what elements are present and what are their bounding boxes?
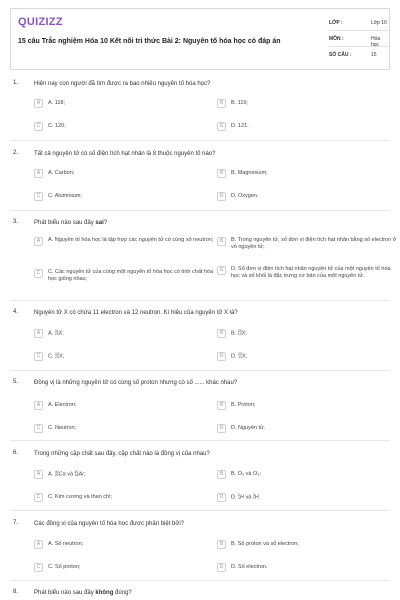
question-divider xyxy=(10,580,390,581)
mass-number: 11 xyxy=(55,329,59,333)
option-letter-box: A xyxy=(34,401,43,410)
option-letter-box: A xyxy=(34,169,43,178)
question-divider xyxy=(10,210,390,211)
option-prefix: D. xyxy=(231,353,239,360)
option-letter-box: B xyxy=(217,329,226,338)
option-text: C. 120; xyxy=(48,123,66,129)
element-symbol: Ca xyxy=(58,471,66,478)
option-letter-box: C xyxy=(34,424,43,433)
option-letter-box: D xyxy=(217,563,226,572)
question-number: 8. xyxy=(13,589,19,595)
atomic-number: 20 xyxy=(54,473,59,477)
question-text xyxy=(34,219,384,227)
question-divider xyxy=(10,370,390,371)
option-letter-box: A xyxy=(34,540,43,549)
mass-number: 12 xyxy=(55,352,59,356)
question-text: Hiện nay con người đã tìm được ra bao nhiêu nguyên tố hóa học? xyxy=(34,81,211,87)
question-text: Các đồng vị của nguyên tố hóa học được phân biệt bởi? xyxy=(34,521,184,527)
option-text: D. Số electron. xyxy=(231,564,268,570)
option-letter-box: B xyxy=(217,470,226,479)
option-letter-box: C xyxy=(34,493,43,502)
option-letter-box: C xyxy=(34,192,43,201)
option-text: A. Nguyên tố hóa học là tập hợp các nguyên tử có cùng số neutron; xyxy=(48,237,214,243)
option-letter-box: D xyxy=(217,192,226,201)
option-text: B. Proton; xyxy=(231,402,256,408)
option-text xyxy=(48,471,214,478)
option-letter-box: B xyxy=(217,540,226,549)
atomic-number: 23 xyxy=(54,332,59,336)
option-letter-box: D xyxy=(217,493,226,502)
element-symbol: H xyxy=(239,494,244,501)
question-text: Tất cả nguyên tử có số điện tích hạt nhân là 8 thuộc nguyên tố nào? xyxy=(34,151,216,157)
question-text-pre: Phát biểu nào sau đây xyxy=(34,590,96,596)
mass-number: 23 xyxy=(238,352,242,356)
element-symbol: X; xyxy=(58,330,64,337)
atomic-number: 11 xyxy=(238,355,242,359)
option-text: B. Trong nguyên tử, số đơn vị điện tích hạt nhân bằng số electron ở vỏ nguyên tử; xyxy=(231,237,397,250)
option-prefix: A. xyxy=(48,471,55,478)
atomic-number: 1 xyxy=(252,496,255,500)
question-number: 5. xyxy=(13,379,19,385)
atomic-number: 23 xyxy=(55,355,59,359)
option-text: A. 118; xyxy=(48,100,66,106)
mass-number: 2 xyxy=(238,493,240,497)
meta-row-count xyxy=(329,47,389,62)
atomic-number: 1 xyxy=(238,496,240,500)
mass-number: 40 xyxy=(74,470,79,474)
option-letter-box: C xyxy=(34,563,43,572)
meta-key: LỚP : xyxy=(329,20,343,26)
question-text-post: đúng? xyxy=(113,590,132,596)
meta-key: MÔN : xyxy=(329,36,344,42)
option-letter-box: A xyxy=(34,329,43,338)
question-number: 2. xyxy=(13,150,19,156)
element-symbol: X; xyxy=(58,353,65,360)
element-symbol: H. xyxy=(254,494,261,501)
meta-value: Hóa học xyxy=(371,36,381,48)
question-divider xyxy=(10,510,390,511)
question-number: 4. xyxy=(13,309,19,315)
option-text xyxy=(48,353,214,360)
option-text xyxy=(48,330,214,337)
option-text: B. Magnesium; xyxy=(231,170,268,176)
atomic-number: 12 xyxy=(237,332,242,336)
question-text-emphasis: sai xyxy=(95,220,104,226)
option-text: D. Nguyên tử. xyxy=(231,425,266,431)
option-conjunction: và xyxy=(65,471,75,478)
option-text: C. Aluminium; xyxy=(48,193,82,199)
option-letter-box: A xyxy=(34,237,43,246)
worksheet-meta xyxy=(329,15,389,62)
option-letter-box: C xyxy=(34,122,43,131)
option-text: A. Số neutron; xyxy=(48,541,84,547)
option-letter-box: B xyxy=(217,99,226,108)
question-text-emphasis: không xyxy=(95,590,114,596)
mass-number: 23 xyxy=(237,329,242,333)
option-letter-box: D xyxy=(217,266,226,275)
question-text: Nguyên tử X có chứa 11 electron và 12 neutron. Kí hiệu của nguyên tử X là? xyxy=(34,310,238,316)
element-symbol: X; xyxy=(241,330,247,337)
meta-row-subject xyxy=(329,31,389,47)
question-divider xyxy=(10,440,390,441)
question-number: 7. xyxy=(13,520,19,526)
question-number: 3. xyxy=(13,219,19,225)
atomic-number: 18 xyxy=(74,473,79,477)
meta-key: SỐ CÂU : xyxy=(329,52,352,58)
quizizz-logo: QUIZIZZ xyxy=(18,16,63,28)
option-prefix: D. xyxy=(231,494,239,501)
option-prefix: A. xyxy=(48,330,55,337)
meta-value: 15 xyxy=(371,52,377,58)
option-letter-box: C xyxy=(34,352,43,361)
question-text: Trong những cặp chất sau đây, cặp chất nào là đồng vị của nhau? xyxy=(34,451,210,457)
option-letter-box: D xyxy=(217,424,226,433)
question-divider xyxy=(10,140,390,141)
option-text: A. Carbon; xyxy=(48,170,75,176)
question-text-post: ? xyxy=(103,220,108,226)
option-text: D. 121. xyxy=(231,123,249,129)
option-letter-box: B xyxy=(217,237,226,246)
option-text: C. Số proton; xyxy=(48,564,81,570)
option-text: D. Oxygen. xyxy=(231,193,259,199)
element-symbol: Ar; xyxy=(78,471,86,478)
option-letter-box: A xyxy=(34,470,43,479)
option-text: C. Các nguyên tử của cùng một nguyên tố hóa học có tính chất hóa học giống nhau; xyxy=(48,269,214,282)
question-number: 6. xyxy=(13,450,19,456)
option-text: D. Số đơn vị điện tích hạt nhân nguyên tử của một nguyên tố hóa học và số khối là đặc trưng cơ bản của một nguyên tử. xyxy=(231,266,391,279)
option-letter-box: C xyxy=(34,269,43,278)
option-text xyxy=(231,330,397,337)
meta-value: Lớp 10 xyxy=(371,20,387,26)
option-letter-box: D xyxy=(217,352,226,361)
option-letter-box: A xyxy=(34,99,43,108)
option-text xyxy=(231,494,397,501)
question-number: 1. xyxy=(13,80,19,86)
option-letter-box: B xyxy=(217,169,226,178)
option-text: B. 119; xyxy=(231,100,249,106)
option-letter-box: D xyxy=(217,122,226,131)
question-text xyxy=(34,589,384,597)
mass-number: 40 xyxy=(54,470,59,474)
question-text-pre: Phát biểu nào sau đây xyxy=(34,220,96,226)
question-divider xyxy=(10,300,390,301)
option-letter-box: B xyxy=(217,401,226,410)
option-conjunction: và xyxy=(243,494,253,501)
option-text: B. Số proton và số electron; xyxy=(231,541,299,547)
option-prefix: B. xyxy=(231,330,238,337)
mass-number: 3 xyxy=(252,493,255,497)
worksheet-header xyxy=(10,8,390,70)
element-symbol: X; xyxy=(241,353,248,360)
meta-row-class xyxy=(329,15,389,31)
option-text xyxy=(231,353,397,360)
option-prefix: C. xyxy=(48,353,56,360)
option-text: C. Neutron; xyxy=(48,425,77,431)
question-text: Đồng vị là những nguyên tử có cùng số proton nhưng có số ...... khác nhau? xyxy=(34,380,238,386)
worksheet-title: 15 câu Trắc nghiệm Hóa 10 Kết nối tri thức Bài 2: Nguyên tố hóa học có đáp án xyxy=(18,38,281,45)
option-text: A. Electron; xyxy=(48,402,77,408)
option-text: B. O₂ và O₃; xyxy=(231,471,262,477)
option-text: C. Kim cương và than chì; xyxy=(48,494,113,500)
